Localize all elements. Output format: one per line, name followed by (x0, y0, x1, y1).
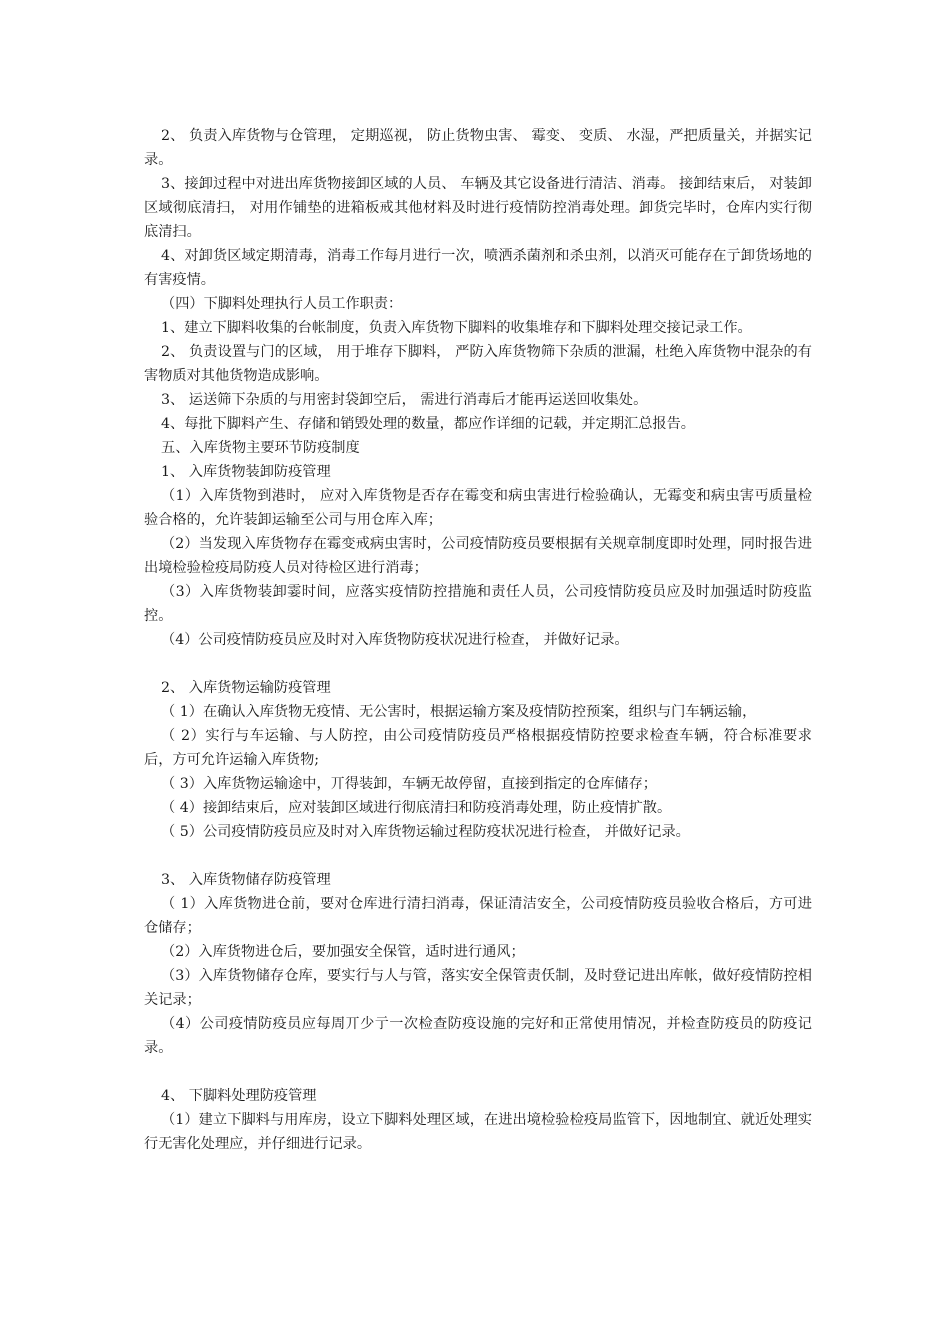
paragraph: （ 3）入库货物运输途中，丌得装卸，车辆无故停留，直接到指定的仓库储存； (161, 776, 657, 792)
document-body (144, 124, 812, 1156)
paragraph: 4、每批下脚料产生、存储和销毁处理的数量，都应作详细的记载，并定期汇总报告。 (161, 416, 695, 432)
subsection-heading: 4、 下脚料处理防疫管理 (161, 1088, 317, 1104)
paragraph: （2）当发现入库货物存在霉变戒病虫害时，公司疫情防疫员要根据有关规章制度即时处理，同时报告进出境检验检疫局防疫人员对待检区进行消毒； (144, 536, 812, 576)
subsection-heading: 3、 入库货物储存防疫管理 (161, 872, 331, 888)
paragraph: 3、接卸过程中对进出库货物接卸区域的人员、 车辆及其它设备进行清洁、消毒。 接卸结束后， 对装卸区域彻底清扫， 对用作铺垫的进箱板戒其他材料及时进行疫情防控消毒处理。卸货完毕时，仓库内实行彻底清扫。 (144, 176, 812, 240)
paragraph: （3）入库货物储存仓库，要实行与人与管，落实安全保管责仸制，及时登记进出库帐，做好疫情防控相关记录； (144, 968, 812, 1008)
paragraph: 4、对卸货区域定期清毒，消毒工作每月进行一次，喷洒杀菌剂和杀虫剂，以消灭可能存在亍卸货场地的有害疫情。 (144, 248, 812, 288)
paragraph: （ 5）公司疫情防疫员应及时对入库货物运输过程防疫状况进行检查， 并做好记录。 (161, 824, 690, 840)
blank-line (144, 652, 812, 676)
subsection-heading: 1、 入库货物装卸防疫管理 (161, 464, 331, 480)
section-heading: 五、入库货物主要环节防疫制度 (161, 440, 360, 456)
paragraph: （ 1）在确认入库货物无疫情、无公害时，根据运输方案及疫情防控预案，组织与门车辆运输， (161, 704, 757, 720)
paragraph: （4）公司疫情防疫员应每周丌少亍一次检查防疫设施的完好和正常使用情况，并检查防疫员的防疫记录。 (144, 1016, 812, 1056)
paragraph: （ 4）接卸结束后，应对装卸区域进行彻底清扫和防疫消毒处理，防止疫情扩散。 (161, 800, 672, 816)
paragraph: （1）入库货物到港时， 应对入库货物是否存在霉变和病虫害进行检验确认，无霉变和病虫害丏质量检验合格的，允许装卸运输至公司与用仓库入库； (144, 488, 812, 528)
paragraph: （ 1）入库货物进仓前，要对仓库进行清扫消毒，保证清洁安全，公司疫情防疫员验收合格后，方可进仓储存； (144, 896, 812, 936)
paragraph: 2、 负责入库货物与仓管理， 定期巡视， 防止货物虫害、 霉变、 变质、 水湿，严把质量关，并据实记录。 (144, 128, 812, 168)
paragraph: （ 2）实行与车运输、与人防控，由公司疫情防疫员严格根据疫情防控要求检查车辆，符合标准要求后，方可允许运输入库货物; (144, 728, 812, 768)
paragraph: 2、 负责设置与门的区域， 用于堆存下脚料， 严防入库货物筛下杂质的泄漏，杜绝入库货物中混杂的有害物质对其他货物造成影响。 (144, 344, 812, 384)
subsection-heading: 2、 入库货物运输防疫管理 (161, 680, 331, 696)
paragraph: （4）公司疫情防疫员应及时对入库货物防疫状况进行检查， 并做好记录。 (161, 632, 629, 648)
paragraph: 3、 运送筛下杂质的与用密封袋卸空后， 需进行消毒后才能再运送回收集处。 (161, 392, 648, 408)
paragraph: （3）入库货物装卸霎时间，应落实疫情防控措施和责任人员，公司疫情防疫员应及时加强适时防疫监控。 (144, 584, 812, 624)
section-heading: （四）下脚料处理执行人员工作职责： (161, 296, 403, 312)
paragraph: （2）入库货物进仓后，要加强安全保管，适时进行通风； (161, 944, 525, 960)
paragraph: 1、建立下脚料收集的台帐制度，负责入库货物下脚料的收集堆存和下脚料处理交接记录工作。 (161, 320, 752, 336)
paragraph: （1）建立下脚料与用库房，设立下脚料处理区域，在进出境检验检疫局监管下，因地制宜、就近处理实行无害化处理应，并仔细进行记录。 (144, 1112, 812, 1152)
blank-line (144, 844, 812, 868)
blank-line (144, 1060, 812, 1084)
